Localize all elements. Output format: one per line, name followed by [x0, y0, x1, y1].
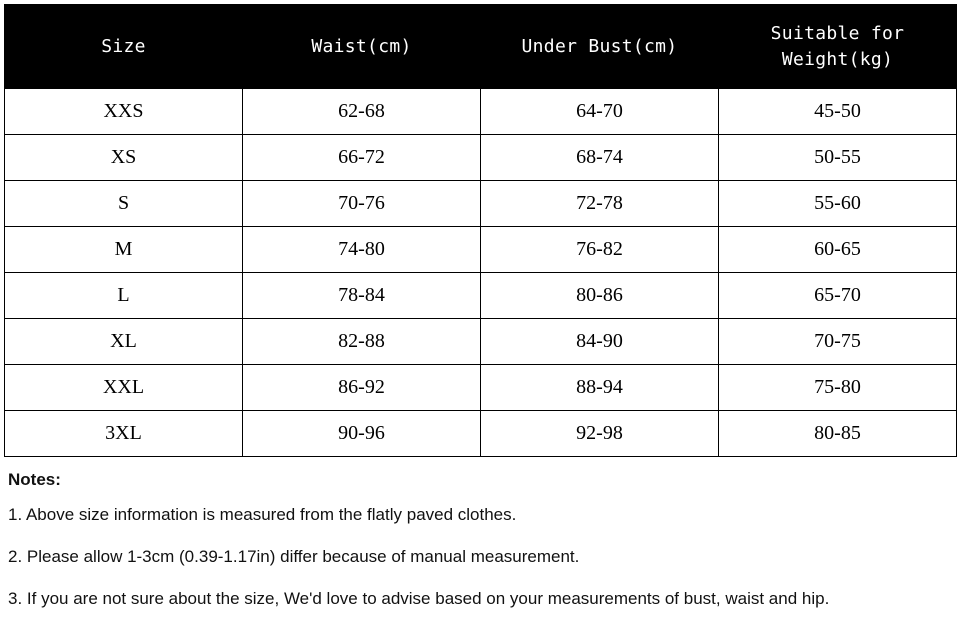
size-cell: 3XL	[5, 411, 243, 457]
table-row	[5, 89, 957, 135]
under-bust-cell: 72-78	[481, 181, 719, 227]
under-bust-cell: 64-70	[481, 89, 719, 135]
note-item-2: 2. Please allow 1-3cm (0.39-1.17in) differ because of manual measurement.	[8, 547, 580, 566]
under-bust-cell: 80-86	[481, 273, 719, 319]
size-chart-header	[5, 5, 957, 89]
table-row	[5, 135, 957, 181]
size-cell: S	[5, 181, 243, 227]
notes-section	[8, 466, 958, 620]
weight-cell: 60-65	[719, 227, 957, 273]
size-cell: XL	[5, 319, 243, 365]
size-cell: XXL	[5, 365, 243, 411]
size-chart-body	[5, 89, 957, 457]
weight-cell: 80-85	[719, 411, 957, 457]
header-weight-line1: Suitable for	[770, 22, 905, 44]
table-row	[5, 273, 957, 319]
header-weight	[719, 5, 957, 89]
under-bust-cell: 92-98	[481, 411, 719, 457]
under-bust-cell: 88-94	[481, 365, 719, 411]
waist-cell: 78-84	[243, 273, 481, 319]
note-item-1: 1. Above size information is measured from the flatly paved clothes.	[8, 505, 517, 524]
notes-title: Notes:	[8, 470, 61, 489]
table-row	[5, 227, 957, 273]
size-cell: M	[5, 227, 243, 273]
waist-cell: 62-68	[243, 89, 481, 135]
weight-cell: 65-70	[719, 273, 957, 319]
weight-cell: 50-55	[719, 135, 957, 181]
under-bust-cell: 76-82	[481, 227, 719, 273]
waist-cell: 70-76	[243, 181, 481, 227]
waist-cell: 86-92	[243, 365, 481, 411]
table-row	[5, 319, 957, 365]
table-row	[5, 181, 957, 227]
waist-cell: 90-96	[243, 411, 481, 457]
size-cell: XS	[5, 135, 243, 181]
size-cell: L	[5, 273, 243, 319]
header-waist: Waist(cm)	[243, 5, 481, 89]
weight-cell: 45-50	[719, 89, 957, 135]
header-weight-line2: Weight(kg)	[781, 48, 894, 70]
weight-cell: 75-80	[719, 365, 957, 411]
weight-cell: 70-75	[719, 319, 957, 365]
waist-cell: 66-72	[243, 135, 481, 181]
header-size: Size	[5, 5, 243, 89]
size-chart-table	[4, 4, 957, 457]
note-item-3: 3. If you are not sure about the size, We'd love to advise based on your measurements of bust, waist and hip.	[8, 589, 830, 608]
header-under-bust: Under Bust(cm)	[481, 5, 719, 89]
table-row	[5, 411, 957, 457]
waist-cell: 74-80	[243, 227, 481, 273]
weight-cell: 55-60	[719, 181, 957, 227]
waist-cell: 82-88	[243, 319, 481, 365]
under-bust-cell: 84-90	[481, 319, 719, 365]
header-row	[5, 5, 957, 89]
size-cell: XXS	[5, 89, 243, 135]
under-bust-cell: 68-74	[481, 135, 719, 181]
table-row	[5, 365, 957, 411]
